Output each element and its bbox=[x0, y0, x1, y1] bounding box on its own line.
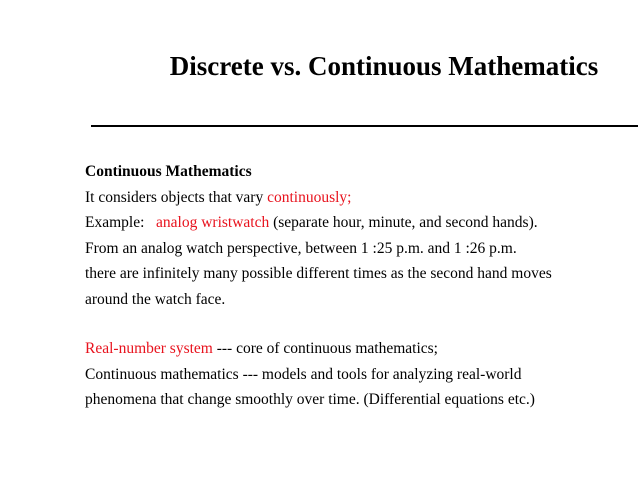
real-number-text: --- core of continuous mathematics; bbox=[212, 340, 438, 357]
perspective-line: From an analog watch perspective, between 1 :25 p.m. and 1 :26 p.m. bbox=[85, 239, 517, 257]
phenomena-line: phenomena that change smoothly over time. (Differential equations etc.) bbox=[85, 391, 535, 408]
example-text: (separate hour, minute, and second hands). bbox=[269, 214, 538, 231]
highlight-real-number-system: Real-number system bbox=[85, 340, 213, 357]
watch-face-line: around the watch face. bbox=[85, 290, 226, 308]
section-heading: Continuous Mathematics bbox=[85, 163, 252, 180]
highlight-analog-wristwatch: analog wristwatch bbox=[156, 214, 270, 231]
slide-title: Discrete vs. Continuous Mathematics bbox=[169, 51, 599, 81]
real-number-line bbox=[85, 336, 633, 362]
example-line bbox=[85, 210, 633, 236]
title-divider bbox=[91, 125, 638, 127]
infinite-times-line: there are infinitely many possible different times as the second hand moves bbox=[85, 265, 552, 282]
models-line: Continuous mathematics --- models and tools for analyzing real-world bbox=[85, 365, 522, 383]
definition-text: It considers objects that vary bbox=[85, 188, 268, 206]
highlight-continuously: continuously; bbox=[267, 188, 352, 206]
definition-line bbox=[85, 185, 633, 211]
example-label: Example: bbox=[85, 214, 157, 231]
paragraph-gap bbox=[85, 312, 633, 336]
slide-body bbox=[85, 159, 633, 413]
